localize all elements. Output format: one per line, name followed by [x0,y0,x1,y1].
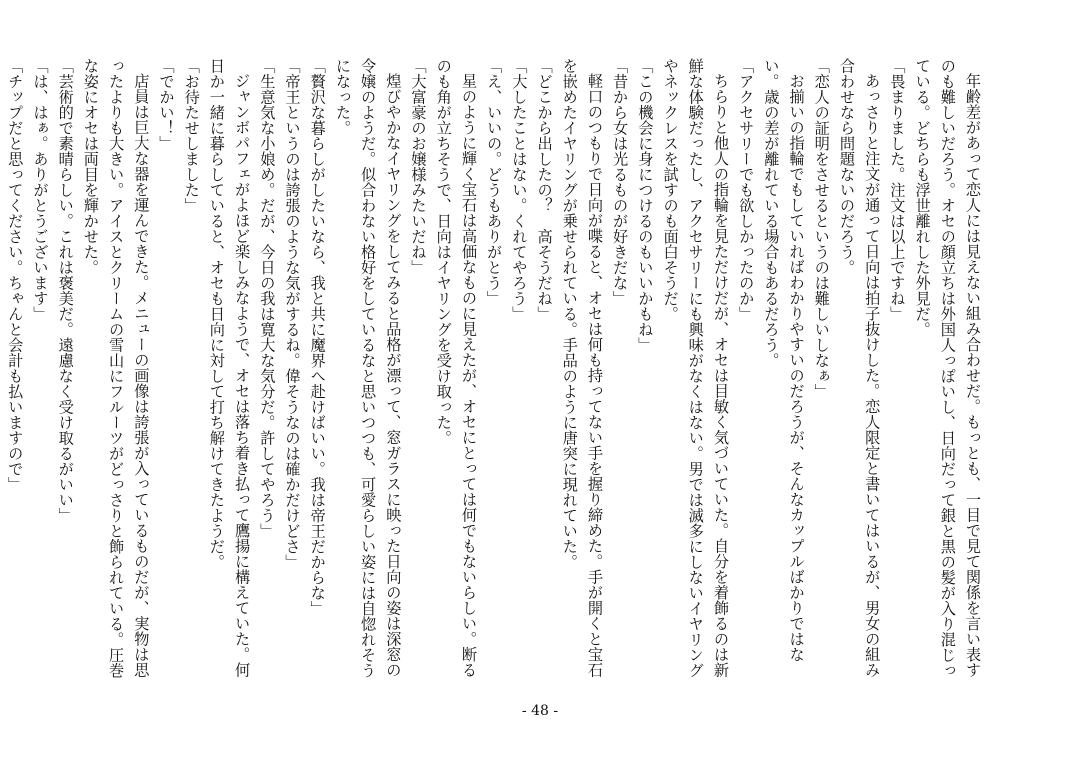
dialogue-paragraph: 「どこから出したの？ 高そうだね」 [535,58,554,322]
dialogue-paragraph: 「え、いいの。どうもありがとう」 [485,58,504,306]
vertical-text-body [6,58,985,690]
narration-paragraph: 煌びやかなイヤリングをしてみると品格が漂って、窓ガラスに映った日向の姿は深窓の令嬢のようだ。似合わない格好をしているなと思いつつも、可愛らしい姿には自惚れそうになった。 [333,58,403,678]
narration-paragraph: ちらりと他人の指輪を見ただけだが、オセは目敏く気づいていた。自分を着飾るのは新鮮な体験だったし、アクセサリーにも興味がなくはない。男では滅多にしないイヤリングやネックレスを試すのも面白そうだ。 [661,58,730,678]
dialogue-paragraph: 「帝王というのは誇張のような気がするね。偉そうなのは確かだけどさ」 [283,58,302,570]
narration-paragraph: お揃いの指輪でもしていればわかりやすいのだろうが、そんなカップルばかりではない。歳の差が離れている場合もあるだろう。 [762,58,806,663]
dialogue-paragraph: 「畏まりました。注文は以上ですね」 [888,58,907,322]
narration-paragraph: 年齢差があって恋人には見えない組み合わせだ。もっとも、一目で見て関係を言い表すのも難しいだろう。オセの顔立ちは外国人っぽいし、日向だって銀と黒の髪が入り混じっている。どちらも浮世離れした外見だ。 [913,58,982,678]
dialogue-paragraph: 「でかい！」 [157,58,176,151]
dialogue-paragraph: 「この機会に身につけるのもいいかもね」 [636,58,655,353]
dialogue-paragraph: 「恋人の証明をさせるというのは難しいしなぁ」 [812,58,831,399]
dialogue-paragraph: 「芸術的で素晴らしい。これは褒美だ。遠慮なく受け取るがいい」 [56,58,75,523]
dialogue-paragraph: 「アクセサリーでも欲しかったのか」 [737,58,756,322]
dialogue-paragraph: 「大したことはない。くれてやろう」 [510,58,529,322]
dialogue-paragraph: 「チップだと思ってください。ちゃんと会計も払いますので」 [6,58,25,492]
narration-paragraph [0,58,2,690]
dialogue-paragraph: 「大富豪のお嬢様みたいだね」 [409,58,428,275]
dialogue-paragraph: 「は、はぁ。ありがとうございます」 [31,58,50,322]
dialogue-paragraph: 「贅沢な暮らしがしたいなら、我と共に魔界へ赴けばいい。我は帝王だからな」 [308,58,327,616]
narration-paragraph: 店員は巨大な器を運んできた。メニューの画像は誇張が入っているものだが、実物は思ったよりも大きい。アイスとクリームの雪山にフルーツがどっさりと飾られている。圧巻な姿にオセは両目を輝かせた。 [81,58,151,678]
dialogue-paragraph: 「生意気な小娘め。だが、今日の我は寛大な気分だ。許してやろう」 [258,58,277,539]
page-number: - 48 - [521,703,559,719]
narration-paragraph: 星のように輝く宝石は高価なものに見えたが、オセにとっては何でもないらしい。断るのも角が立ちそうで、日向はイヤリングを受け取った。 [434,58,478,678]
narration-paragraph: ジャンボパフェがよほど楽しみなようで、オセは落ち着き払って鷹揚に構えていた。何日か一緒に暮らしていると、オセも日向に対して打ち解けてきたようだ。 [207,58,252,678]
dialogue-paragraph: 「昔から女は光るものが好きだな」 [611,58,630,306]
dialogue-paragraph: 「お待たせしました」 [182,58,201,213]
narration-paragraph: 軽口のつもりで日向が喋ると、オセは何も持ってない手を握り締めた。手が開くと宝石を嵌めたイヤリングが乗せられている。手品のように唐突に現れていた。 [560,58,604,678]
narration-paragraph: あっさりと注文が通って日向は拍子抜けした。恋人限定と書いてはいるが、男女の組み合わせなら問題ないのだろう。 [837,58,882,678]
